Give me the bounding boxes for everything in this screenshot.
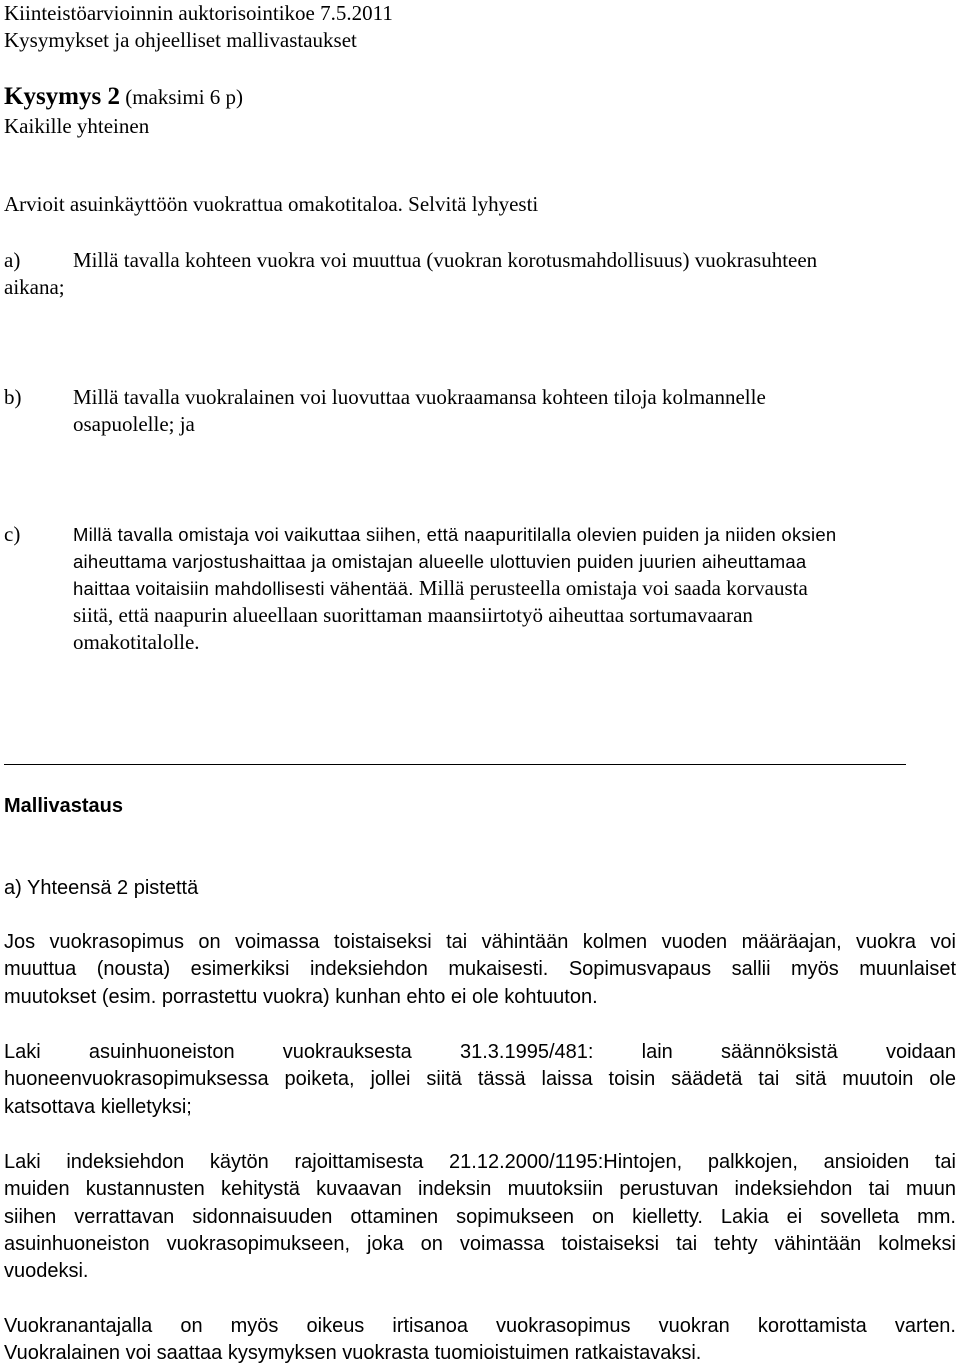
question-item-a: [4, 247, 956, 301]
item-text-line: osapuolelle; ja: [73, 412, 195, 436]
item-text-line: siitä, että naapurin alueellaan suorittaman maansiirtotyö aiheuttaa sortumavaaran: [73, 603, 753, 627]
item-text-line: aiheuttama varjostushaittaa ja omistajan alueelle ulottuvien puiden juurien aiheuttamaa: [73, 551, 807, 572]
question-intro: Arvioit asuinkäyttöön vuokrattua omakotitaloa. Selvitä lyhyesti: [4, 192, 539, 216]
item-text-line: omakotitalolle.: [73, 630, 200, 654]
header-subtitle: Kysymykset ja ohjeelliset mallivastaukset: [4, 28, 357, 52]
header-exam-title: Kiinteistöarvioinnin auktorisointikoe 7.5.2011: [4, 1, 393, 25]
paragraph-line: Laki asuinhuoneiston vuokrauksesta 31.3.1995/481: lain säännöksistä voidaan: [4, 1041, 956, 1063]
question-item-b: [4, 384, 956, 438]
item-text-line: Millä tavalla omistaja voi vaikuttaa siihen, että naapuritilalla olevien puiden ja niiden oksien: [73, 524, 837, 545]
paragraph-line: Laki indeksiehdon käytön rajoittamisesta 21.12.2000/1195:Hintojen, palkkojen, ansioiden tai: [4, 1151, 956, 1173]
paragraph-line: huoneenvuokrasopimuksessa poiketa, jollei siitä tässä laissa toisin säädetä tai sitä muutoin ole: [4, 1068, 956, 1091]
answer-paragraph: [4, 929, 956, 1011]
answer-part-a-heading: a) Yhteensä 2 pistettä: [4, 877, 199, 899]
answer-heading: Mallivastaus: [4, 795, 123, 817]
answer-paragraph: [4, 1313, 956, 1368]
question-points: (maksimi 6 p): [119, 85, 244, 109]
section-divider: [4, 764, 906, 765]
item-text: [4, 247, 956, 301]
paragraph-line: katsottava kielletyksi;: [4, 1095, 192, 1118]
paragraph-line: muutokset (esim. porrastettu vuokra) kunhan ehto ei ole kohtuuton.: [4, 985, 598, 1008]
question-title: [4, 82, 243, 112]
item-text-fragment: haittaa voitaisiin mahdollisesti vähentää.: [73, 578, 414, 599]
question-label: Kysymys 2: [4, 83, 120, 110]
question-item-c: [4, 521, 956, 656]
item-text-line: Millä tavalla vuokralainen voi luovuttaa vuokraamansa kohteen tiloja kolmannelle: [73, 385, 766, 409]
document-header: [4, 0, 393, 54]
answer-paragraph: [4, 1149, 956, 1285]
paragraph-line: vuodeksi.: [4, 1260, 89, 1283]
item-text: [4, 521, 956, 656]
item-text-line: aikana;: [4, 275, 65, 299]
item-text-line: Millä tavalla kohteen vuokra voi muuttua (vuokran korotusmahdollisuus) vuokrasuhteen: [73, 248, 818, 272]
item-marker: c): [4, 522, 21, 546]
question-audience: Kaikille yhteinen: [4, 114, 150, 138]
item-text-fragment: Millä perusteella omistaja voi saada korvausta: [413, 576, 808, 600]
paragraph-line: muuttua (nousta) esimerkiksi indeksiehdon mukaisesti. Sopimusvapaus sallii myös muunlaiset: [4, 958, 956, 981]
item-text-line: [73, 575, 956, 602]
answer-paragraph: [4, 1039, 956, 1121]
item-marker: b): [4, 385, 22, 409]
paragraph-line: asuinhuoneiston vuokrasopimukseen, joka on voimassa toistaiseksi tai tehty vähintään kolmeksi: [4, 1232, 956, 1255]
item-text: [4, 384, 956, 438]
paragraph-line: muiden kustannusten kehitystä kuvaavan indeksin muutoksiin perustuvan indeksiehdon tai muun: [4, 1178, 956, 1201]
document-page: [4, 0, 956, 1368]
paragraph-line: Vuokranantajalla on myös oikeus irtisanoa vuokrasopimus vuokran korottamista varten.: [4, 1315, 956, 1337]
item-marker: a): [4, 248, 21, 272]
paragraph-line: Jos vuokrasopimus on voimassa toistaiseksi tai vähintään kolmen vuoden määräajan, vuokra voi: [4, 931, 956, 953]
paragraph-line: siihen verrattavan sidonnaisuuden ottaminen sopimukseen on kielletty. Lakia ei sovelleta mm.: [4, 1205, 956, 1228]
paragraph-line: Vuokralainen voi saattaa kysymyksen vuokrasta tuomioistuimen ratkaistavaksi.: [4, 1342, 702, 1365]
